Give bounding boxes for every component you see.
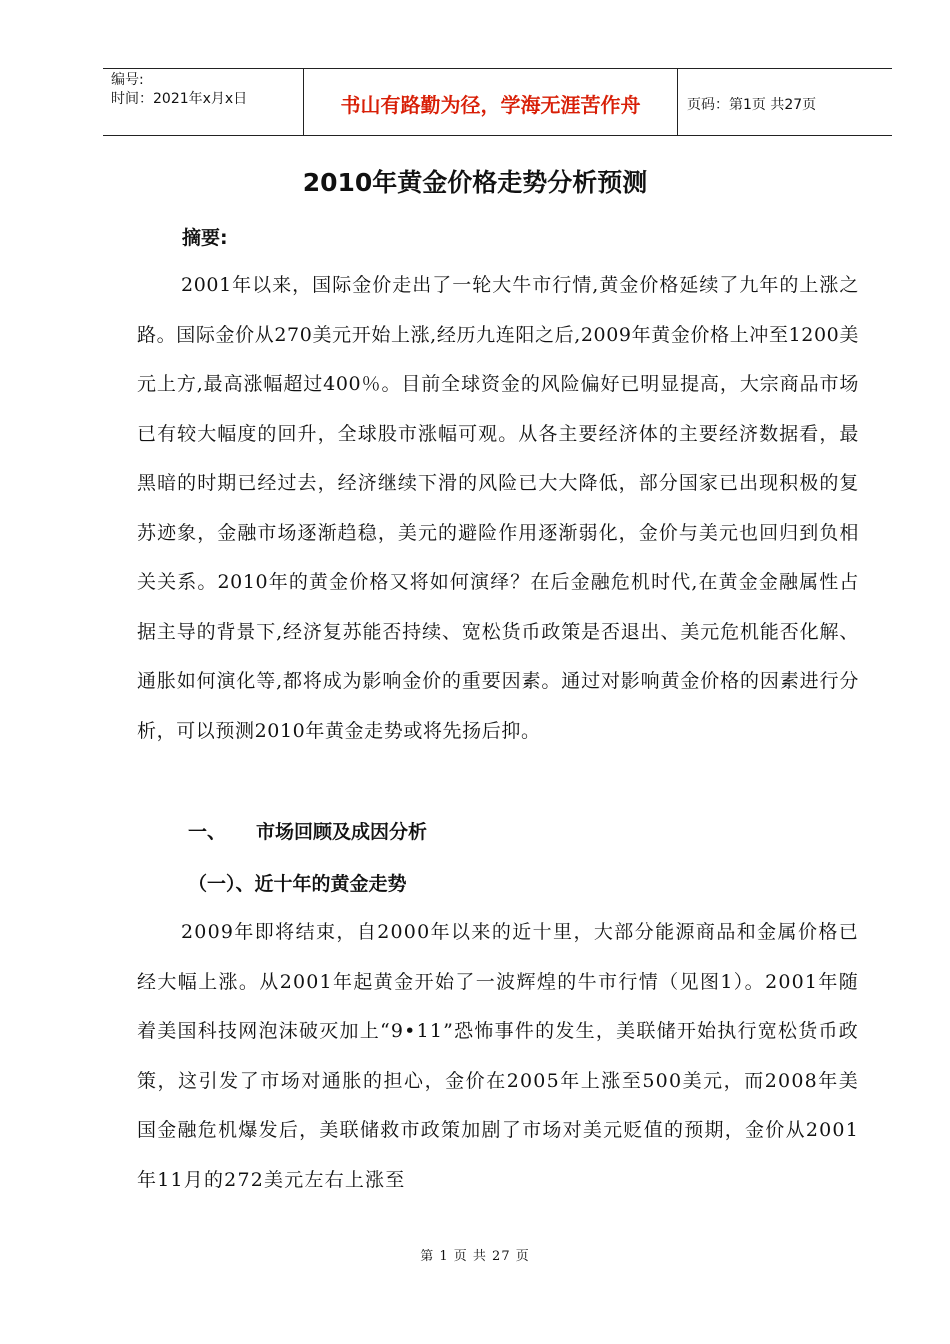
page-info: 页码：第1页 共27页 xyxy=(687,97,817,113)
section-number: 一、 xyxy=(188,821,227,843)
abstract-heading: 摘要: xyxy=(182,227,228,249)
subsection-heading: （一）、近十年的黄金走势 xyxy=(188,873,407,895)
document-title: 2010年黄金价格走势分析预测 xyxy=(302,168,648,197)
time-label: 时间：2021年x月x日 xyxy=(111,91,248,107)
section-title: 市场回顾及成因分析 xyxy=(256,821,428,843)
section-heading-1 xyxy=(188,817,427,847)
header-meta-cell xyxy=(103,69,304,135)
header-page-cell xyxy=(678,71,892,137)
page-footer: 第 1 页 共 27 页 xyxy=(420,1249,530,1264)
serial-label: 编号: xyxy=(111,72,144,88)
abstract-paragraph: 2001年以来，国际金价走出了一轮大牛市行情,黄金价格延续了九年的上涨之路。国际金价从270美元开始上涨,经历九连阳之后,2009年黄金价格上冲至1200美元上方,最高涨幅超过400％。目前全球资金的风险偏好已明显提高，大宗商品市场已有较大幅度的回升，全球股市涨幅可观。从各主要经济体的主要经济数据看，最黑暗的时期已经过去，经济继续下滑的风险已大大降低，部分国家已出现积极的复苏迹象，金融市场逐渐趋稳，美元的避险作用逐渐弱化，金价与美元也回归到负相关关系。2010年的黄金价格又将如何演绎？在后金融危机时代,在黄金金融属性占据主导的背景下,经济复苏能否持续、宽松货币政策是否退出、美元危机能否化解、通胀如何演化等,都将成为影响金价的重要因素。通过对影响黄金价格的因素进行分析，可以预测2010年黄金走势或将先扬后抑。 xyxy=(137,274,859,742)
header-motto-cell xyxy=(304,69,678,135)
subsection-paragraph: 2009年即将结束，自2000年以来的近十里，大部分能源商品和金属价格已经大幅上涨。从2001年起黄金开始了一波辉煌的牛市行情（见图1）。2001年随着美国科技网泡沫破灭加上“9•11”恐怖事件的发生，美联储开始执行宽松货币政策，这引发了市场对通胀的担心，金价在2005年上涨至500美元，而2008年美国金融危机爆发后，美联储救市政策加剧了市场对美元贬值的预期，金价从2001年11月的272美元左右上涨至 xyxy=(137,921,859,1191)
motto-text: 书山有路勤为径，学海无涯苦作舟 xyxy=(340,92,641,117)
header-table xyxy=(103,68,892,136)
